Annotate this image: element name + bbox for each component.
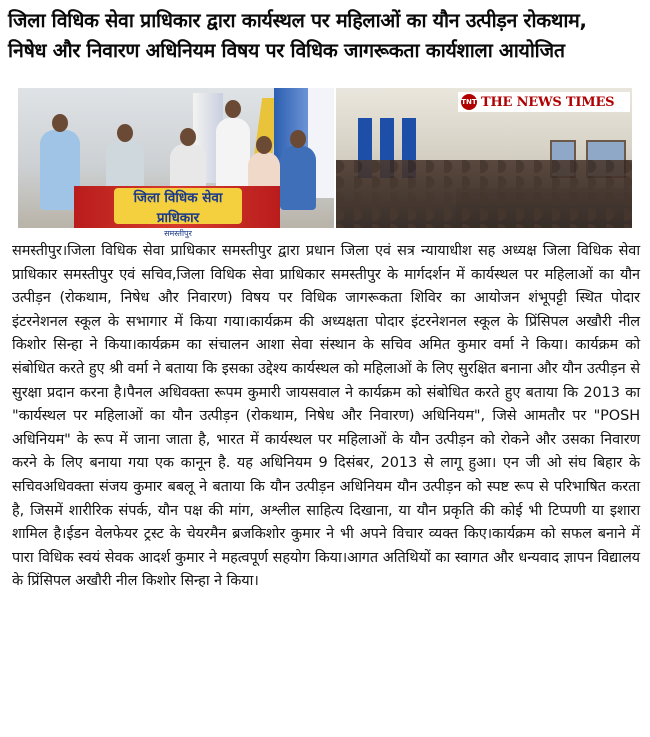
banner-panel <box>114 188 242 238</box>
article-body: समस्तीपुर।जिला विधिक सेवा प्राधिकार समस्तीपुर द्वारा प्रधान जिला एवं सत्र न्यायाधीश सह अध्यक्ष जिला विधिक सेवा प्राधिकार समस्तीपुर एवं सचिव,जिला विधिक सेवा प्राधिकार समस्तीपुर के मार्गदर्शन में कार्यस्थल पर महिलाओं का यौन उत्पीड़न (रोकथाम, निषेध और निवारण) विषय पर विधिक जागरूकता शिविर का आयोजन शंभूपट्टी स्थित पोदार इंटरनेशनल स्कूल के सभागार में किया गया।कार्यक्रम की अध्यक्षता पोदार इंटरनेशनल स्कूल के प्रिंसिपल अखौरी नील किशोर सिन्हा ने किया।कार्यक्रम का संचालन आशा सेवा संस्थान के सचिव अमित कुमार वर्मा ने किया। कार्यक्रम को संबोधित करते हुए श्री वर्मा ने बताया कि इसका उद्देश्य कार्यस्थल को महिलाओं के लिए सुरक्षित बनाना और यौन उत्पीड़न से सुरक्षा प्रदान करना है।पैनल अधिवक्ता रूपम कुमारी जायसवाल ने कार्यक्रम को संबोधित करते हुए बताया कि 2013 का "कार्यस्थल पर महिलाओं का यौन उत्पीड़न (रोकथाम, निषेध और निवारण) अधिनियम", जिसे आमतौर पर "POSH अधिनियम" के रूप में जाना जाता है, भारत में कार्यस्थल पर महिलाओं के यौन उत्पीड़न को रोकने और उसका निवारण करने के लिए बनाया गया एक कानून है. यह अधिनियम 9 दिसंबर, 2013 से लागू हुआ। एन जी ओ संघ बिहार के सचिवअधिवक्ता संजय कुमार बबलू ने बताया कि यौन उत्पीड़न अधिनियम यौन उत्पीड़न को स्पष्ट रूप से परिभाषित करता है, जिसमें शारीरिक संपर्क, यौन पक्ष की मांग, अश्लील साहित्य दिखाना, या यौन प्रकृति की कोई भी टिप्पणी या इशारा शामिल है।ईडन वेलफेयर ट्रस्ट के चेयरमैन ब्रजकिशोर कुमार ने भी अपने विचार व्यक्त किए।कार्यक्रम को सफल बनाने में पारा विधिक स्वयं सेवक आदर्श कुमार ने महत्वपूर्ण सहयोग किया।आगत अतिथियों का स्वागत और धन्यवाद ज्ञापन विद्यालय के प्रिंसिपल अखौरी नील किशोर सिन्हा ने किया। <box>12 243 640 590</box>
banner-title: जिला विधिक सेवा प्राधिकार <box>133 190 223 226</box>
news-logo-mark: TNT <box>461 94 477 110</box>
person-2-head <box>117 124 133 142</box>
person-4-head <box>225 100 241 118</box>
audience-hall-photo <box>336 88 632 228</box>
news-logo-text: THE NEWS TIMES <box>481 94 615 110</box>
table-banner <box>74 186 280 238</box>
banner-subtitle: समस्तीपुर <box>164 229 192 238</box>
headline-line-1: जिला विधिक सेवा प्राधिकार द्वारा कार्यस्थल पर महिलाओं का यौन उत्पीड़न रोकथाम, <box>8 9 587 32</box>
person-6 <box>280 146 316 210</box>
headline-line-2: निषेध और निवारण अधिनियम विषय पर विधिक जागरूकता कार्यशाला आयोजित <box>8 39 565 62</box>
person-6-head <box>290 130 306 148</box>
headline <box>8 6 644 66</box>
photo-row <box>18 88 632 238</box>
person-5-head <box>256 136 272 154</box>
news-logo <box>458 92 630 112</box>
event-stage-photo <box>18 88 334 238</box>
person-1-head <box>52 114 68 132</box>
person-3-head <box>180 128 196 146</box>
seated-audience <box>336 160 632 228</box>
